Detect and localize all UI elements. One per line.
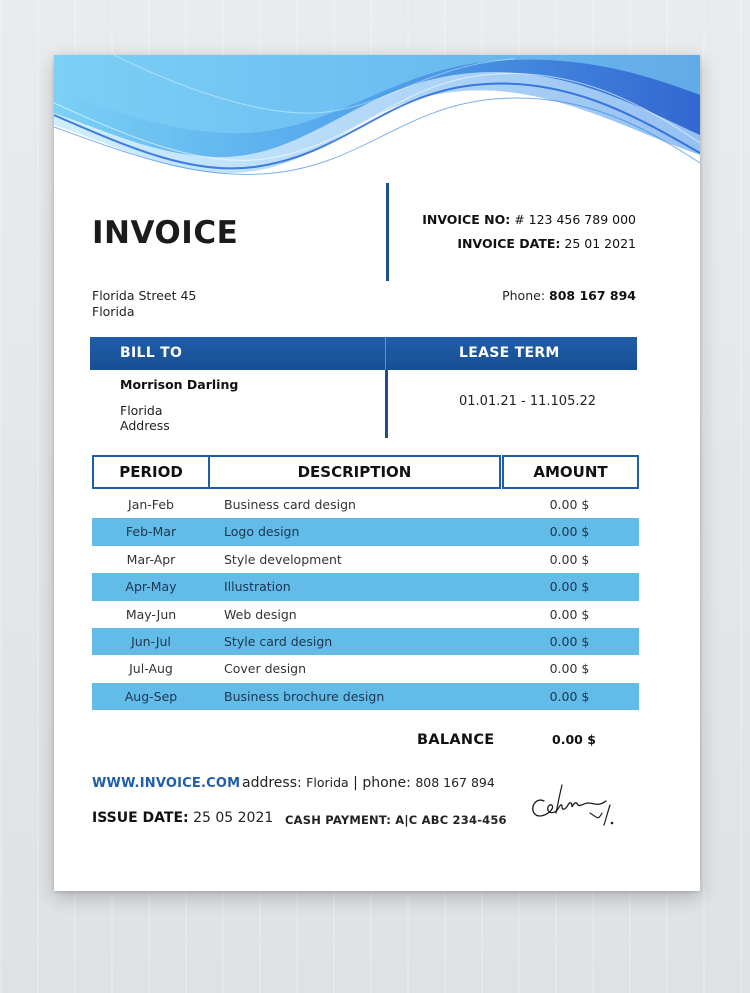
- client-address-line1: Florida: [120, 403, 163, 418]
- lease-term-value: 01.01.21 - 11.105.22: [459, 394, 597, 409]
- balance-label: BALANCE: [417, 732, 495, 748]
- signature-image: [526, 773, 622, 835]
- table-row: [92, 573, 639, 600]
- footer-phone-label: phone:: [362, 775, 411, 791]
- table-row: [92, 546, 639, 573]
- table-row: [92, 655, 639, 682]
- row-period: Jan-Feb: [128, 497, 174, 512]
- header-wave-graphic: [54, 55, 700, 185]
- row-amount: 0.00 $: [549, 606, 590, 622]
- row-description: Illustration: [224, 579, 291, 595]
- row-period: Jun-Jul: [131, 633, 171, 649]
- phone-value: 808 167 894: [549, 288, 636, 303]
- bill-lease-divider: [385, 370, 388, 438]
- invoice-number-label: INVOICE NO:: [422, 212, 511, 227]
- row-description: Business brochure design: [224, 688, 385, 704]
- phone-label: Phone:: [502, 288, 546, 303]
- footer-address-label: address:: [242, 775, 302, 791]
- table-row: [92, 491, 639, 518]
- row-description: Style development: [224, 551, 342, 567]
- invoice-date: [457, 236, 636, 251]
- row-description: Style card design: [224, 633, 333, 649]
- issue-date-label: ISSUE DATE:: [92, 810, 189, 826]
- website-link[interactable]: WWW.INVOICE.COM: [92, 776, 241, 791]
- bill-to-label: BILL TO: [120, 345, 183, 361]
- cash-payment: CASH PAYMENT: A|C ABC 234-456: [285, 813, 507, 827]
- row-period: Aug-Sep: [124, 688, 178, 704]
- table-row: [92, 628, 639, 655]
- invoice-number-value: # 123 456 789 000: [514, 212, 636, 227]
- client-name: Morrison Darling: [120, 377, 239, 392]
- row-period: Jul-Aug: [129, 661, 173, 677]
- table-row: [92, 683, 639, 710]
- row-amount: 0.00 $: [549, 497, 590, 512]
- footer-contact: [242, 775, 495, 791]
- row-period: Feb-Mar: [125, 524, 177, 540]
- row-amount: 0.00 $: [549, 579, 590, 595]
- row-description: Web design: [224, 606, 297, 622]
- sender-address-line2: Florida: [92, 304, 135, 319]
- issue-date-value: 25 05 2021: [193, 810, 274, 826]
- sender-address-line1: Florida Street 45: [92, 288, 197, 303]
- header-divider: [386, 183, 389, 281]
- footer-address-value: Florida: [306, 775, 349, 790]
- column-header-period: PERIOD: [92, 455, 210, 489]
- row-amount: 0.00 $: [549, 524, 590, 540]
- row-amount: 0.00 $: [549, 633, 590, 649]
- client-address-line2: Address: [120, 418, 170, 433]
- issue-date: [92, 810, 273, 826]
- table-row: [92, 601, 639, 628]
- table-row: [92, 518, 639, 545]
- invoice-date-label: INVOICE DATE:: [457, 236, 561, 251]
- row-description: Logo design: [224, 524, 300, 540]
- invoice-date-value: 25 01 2021: [564, 236, 636, 251]
- invoice-title: INVOICE: [92, 215, 239, 251]
- footer-phone-value: 808 167 894: [415, 775, 495, 790]
- row-amount: 0.00 $: [549, 688, 590, 704]
- table-header: [92, 455, 639, 489]
- row-description: Cover design: [224, 661, 307, 677]
- column-header-amount: AMOUNT: [502, 455, 639, 489]
- row-description: Business card design: [224, 497, 356, 512]
- row-period: Apr-May: [125, 579, 177, 595]
- sender-phone: [502, 288, 636, 303]
- lease-term-label: LEASE TERM: [459, 345, 560, 361]
- invoice-page: [54, 55, 700, 891]
- balance-value: 0.00 $: [552, 732, 596, 747]
- footer-separator: |: [353, 775, 358, 791]
- row-period: May-Jun: [125, 606, 177, 622]
- row-period: Mar-Apr: [126, 551, 176, 567]
- invoice-number: [422, 212, 636, 227]
- column-header-description: DESCRIPTION: [208, 455, 501, 489]
- row-amount: 0.00 $: [549, 661, 590, 677]
- invoice-table-body: [92, 491, 639, 710]
- row-amount: 0.00 $: [549, 551, 590, 567]
- header-bar-divider: [385, 337, 386, 370]
